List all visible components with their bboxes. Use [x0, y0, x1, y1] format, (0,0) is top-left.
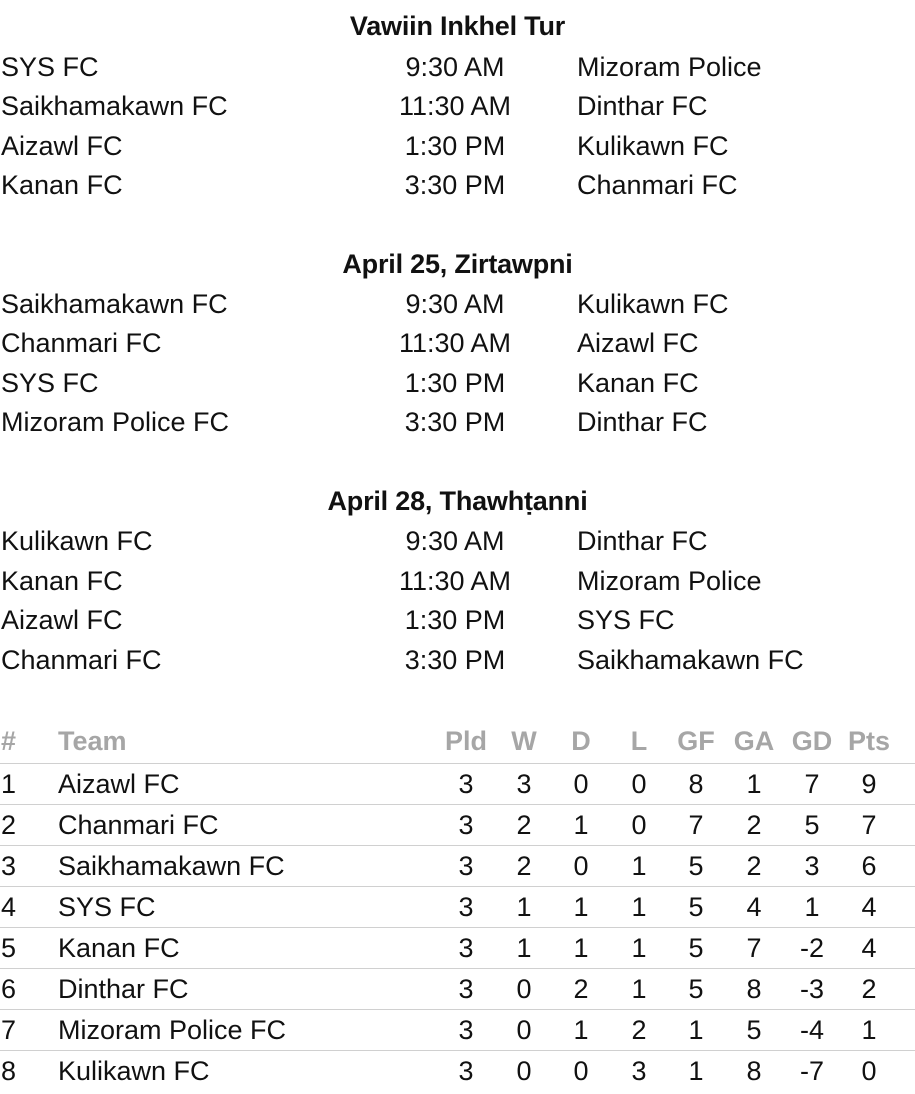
away-team: Aizawl FC [577, 328, 699, 358]
goal-difference-cell: -3 [799, 974, 824, 1004]
goals-for-cell: 5 [688, 974, 704, 1004]
header-goals-against: GA [733, 726, 775, 756]
played-cell: 3 [458, 933, 474, 963]
kickoff-time: 11:30 AM [398, 566, 512, 596]
header-goals-for: GF [677, 726, 715, 756]
kickoff-time: 3:30 PM [404, 170, 506, 200]
home-team: Saikhamakawn FC [1, 289, 228, 319]
header-position: # [1, 726, 17, 756]
points-cell: 4 [861, 933, 877, 963]
points-cell: 6 [861, 851, 877, 881]
goals-against-cell: 4 [746, 892, 762, 922]
match-row [0, 165, 915, 205]
match-row [0, 323, 915, 363]
kickoff-time: 11:30 AM [398, 328, 512, 358]
goals-for-cell: 1 [688, 1056, 704, 1086]
played-cell: 3 [458, 810, 474, 840]
match-row [0, 600, 915, 640]
home-team: Saikhamakawn FC [1, 91, 228, 121]
played-cell: 3 [458, 974, 474, 1004]
played-cell: 3 [458, 892, 474, 922]
played-cell: 3 [458, 769, 474, 799]
goals-for-cell: 5 [688, 892, 704, 922]
home-team: Aizawl FC [1, 131, 123, 161]
won-cell: 1 [516, 892, 532, 922]
played-cell: 3 [458, 851, 474, 881]
header-goal-difference: GD [791, 726, 833, 756]
table-row [0, 887, 915, 928]
match-row [0, 47, 915, 87]
kickoff-time: 11:30 AM [398, 91, 512, 121]
points-cell: 9 [861, 769, 877, 799]
position-cell: 2 [1, 810, 17, 840]
goals-for-cell: 5 [688, 933, 704, 963]
home-team: Aizawl FC [1, 605, 123, 635]
match-row [0, 126, 915, 166]
won-cell: 0 [516, 1015, 532, 1045]
position-cell: 5 [1, 933, 17, 963]
position-cell: 8 [1, 1056, 17, 1086]
drawn-cell: 2 [573, 974, 589, 1004]
match-row [0, 561, 915, 601]
kickoff-time: 1:30 PM [404, 131, 506, 161]
table-row [0, 1051, 915, 1091]
home-team: Chanmari FC [1, 328, 162, 358]
goals-against-cell: 2 [746, 851, 762, 881]
team-cell: Mizoram Police FC [58, 1015, 287, 1045]
position-cell: 4 [1, 892, 17, 922]
won-cell: 0 [516, 974, 532, 1004]
match-row [0, 284, 915, 324]
away-team: SYS FC [577, 605, 675, 635]
away-team: Mizoram Police [577, 566, 762, 596]
table-row [0, 969, 915, 1010]
drawn-cell: 1 [573, 892, 589, 922]
won-cell: 1 [516, 933, 532, 963]
lost-cell: 0 [631, 769, 647, 799]
played-cell: 3 [458, 1015, 474, 1045]
home-team: SYS FC [1, 368, 99, 398]
points-cell: 0 [861, 1056, 877, 1086]
goal-difference-cell: 7 [804, 769, 820, 799]
table-row [0, 928, 915, 969]
goals-against-cell: 8 [746, 974, 762, 1004]
goals-for-cell: 8 [688, 769, 704, 799]
goals-against-cell: 7 [746, 933, 762, 963]
day-title: April 28, Thawhṭanni [327, 486, 588, 516]
table-row [0, 805, 915, 846]
kickoff-time: 9:30 AM [405, 52, 505, 82]
points-cell: 4 [861, 892, 877, 922]
home-team: Kanan FC [1, 566, 123, 596]
drawn-cell: 1 [573, 1015, 589, 1045]
header-lost: L [630, 726, 648, 756]
goals-against-cell: 5 [746, 1015, 762, 1045]
goal-difference-cell: -4 [799, 1015, 824, 1045]
lost-cell: 1 [631, 974, 647, 1004]
match-row [0, 86, 915, 126]
kickoff-time: 3:30 PM [404, 645, 506, 675]
drawn-cell: 0 [573, 851, 589, 881]
kickoff-time: 9:30 AM [405, 526, 505, 556]
won-cell: 2 [516, 851, 532, 881]
team-cell: Chanmari FC [58, 810, 219, 840]
away-team: Kulikawn FC [577, 289, 729, 319]
table-row [0, 846, 915, 887]
home-team: Mizoram Police FC [1, 407, 230, 437]
won-cell: 3 [516, 769, 532, 799]
points-cell: 1 [861, 1015, 877, 1045]
played-cell: 3 [458, 1056, 474, 1086]
home-team: Kanan FC [1, 170, 123, 200]
goals-against-cell: 1 [746, 769, 762, 799]
away-team: Dinthar FC [577, 407, 708, 437]
table-row [0, 764, 915, 805]
drawn-cell: 0 [573, 1056, 589, 1086]
position-cell: 1 [1, 769, 17, 799]
position-cell: 6 [1, 974, 17, 1004]
team-cell: Kulikawn FC [58, 1056, 210, 1086]
goals-for-cell: 7 [688, 810, 704, 840]
goal-difference-cell: 3 [804, 851, 820, 881]
team-cell: Aizawl FC [58, 769, 180, 799]
match-row [0, 521, 915, 561]
drawn-cell: 1 [573, 810, 589, 840]
team-cell: SYS FC [58, 892, 156, 922]
goal-difference-cell: 1 [804, 892, 820, 922]
away-team: Saikhamakawn FC [577, 645, 804, 675]
goal-difference-cell: -7 [799, 1056, 824, 1086]
lost-cell: 3 [631, 1056, 647, 1086]
away-team: Chanmari FC [577, 170, 738, 200]
goals-against-cell: 2 [746, 810, 762, 840]
drawn-cell: 1 [573, 933, 589, 963]
goals-for-cell: 5 [688, 851, 704, 881]
goals-for-cell: 1 [688, 1015, 704, 1045]
team-cell: Kanan FC [58, 933, 180, 963]
lost-cell: 2 [631, 1015, 647, 1045]
goals-against-cell: 8 [746, 1056, 762, 1086]
goal-difference-cell: -2 [799, 933, 824, 963]
points-cell: 2 [861, 974, 877, 1004]
away-team: Kulikawn FC [577, 131, 729, 161]
kickoff-time: 9:30 AM [405, 289, 505, 319]
won-cell: 2 [516, 810, 532, 840]
kickoff-time: 1:30 PM [404, 605, 506, 635]
away-team: Kanan FC [577, 368, 699, 398]
header-team: Team [58, 726, 127, 756]
table-header [0, 719, 915, 764]
won-cell: 0 [516, 1056, 532, 1086]
team-cell: Saikhamakawn FC [58, 851, 285, 881]
lost-cell: 1 [631, 892, 647, 922]
away-team: Dinthar FC [577, 526, 708, 556]
home-team: Chanmari FC [1, 645, 162, 675]
header-points: Pts [847, 726, 891, 756]
home-team: Kulikawn FC [1, 526, 153, 556]
goal-difference-cell: 5 [804, 810, 820, 840]
match-row [0, 363, 915, 403]
kickoff-time: 3:30 PM [404, 407, 506, 437]
header-won: W [511, 726, 537, 756]
header-played: Pld [444, 726, 487, 756]
position-cell: 7 [1, 1015, 17, 1045]
team-cell: Dinthar FC [58, 974, 189, 1004]
lost-cell: 0 [631, 810, 647, 840]
position-cell: 3 [1, 851, 17, 881]
away-team: Mizoram Police [577, 52, 762, 82]
match-row [0, 640, 915, 680]
day-title: Vawiin Inkhel Tur [349, 11, 566, 41]
lost-cell: 1 [631, 933, 647, 963]
kickoff-time: 1:30 PM [404, 368, 506, 398]
table-row [0, 1010, 915, 1051]
day-title: April 25, Zirtawpni [342, 249, 573, 279]
home-team: SYS FC [1, 52, 99, 82]
match-row [0, 402, 915, 442]
drawn-cell: 0 [573, 769, 589, 799]
points-cell: 7 [861, 810, 877, 840]
lost-cell: 1 [631, 851, 647, 881]
header-drawn: D [571, 726, 591, 756]
away-team: Dinthar FC [577, 91, 708, 121]
